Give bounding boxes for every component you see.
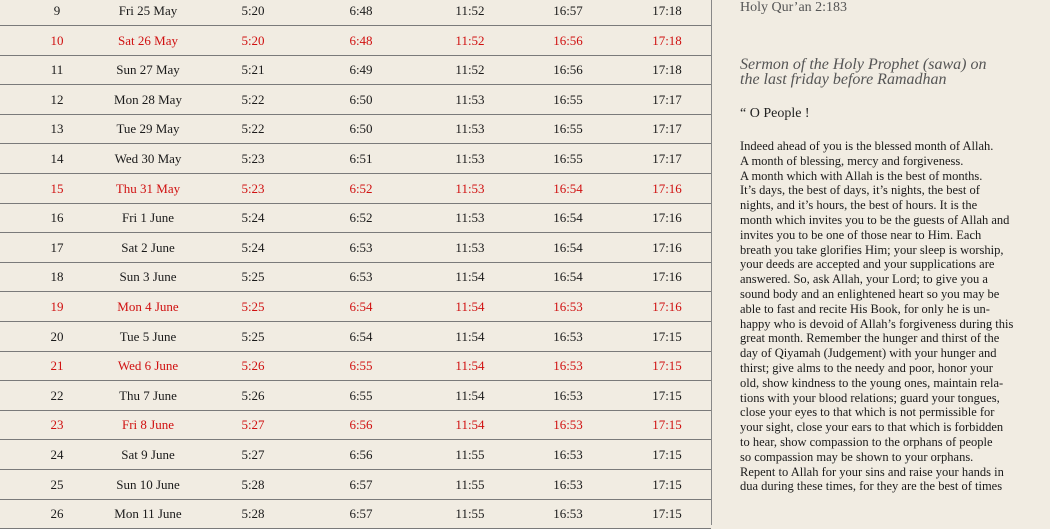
day-number-cell: 22: [50, 387, 64, 403]
day-number-cell: 15: [50, 180, 64, 196]
time-col-2-cell: 6:54: [349, 328, 373, 344]
time-col-2-cell: 6:52: [349, 210, 373, 226]
sermon-line: thirst; give alms to the needy and poor, honor your: [740, 360, 993, 375]
time-col-4-cell: 16:54: [553, 269, 583, 285]
date-cell: Fri 1 June: [122, 210, 174, 226]
table-row: [0, 410, 711, 440]
time-col-3-cell: 11:54: [455, 417, 485, 433]
date-cell: Fri 25 May: [118, 3, 178, 18]
table-row: [0, 381, 711, 411]
date-cell: Tue 29 May: [116, 121, 180, 137]
day-number-cell: 20: [50, 328, 64, 344]
time-col-3-cell: 11:53: [455, 91, 485, 107]
time-col-3-cell: 11:52: [455, 62, 485, 78]
sermon-title-line: the last friday before Ramadhan: [740, 71, 947, 88]
sermon-line: month which invites you to be the guests of Allah and: [740, 212, 1010, 227]
day-number-cell: 26: [50, 506, 64, 522]
time-col-2-cell: 6:54: [349, 299, 373, 314]
sermon-line: so compassion may be shown to your orphans.: [740, 449, 974, 464]
time-col-4-cell: 16:54: [553, 180, 583, 196]
table-row: [0, 262, 711, 292]
time-col-4-cell: 16:55: [553, 121, 583, 137]
sermon-body: [740, 139, 1032, 494]
time-col-5-cell: 17:15: [652, 387, 682, 403]
table-row: [0, 470, 711, 500]
day-number-cell: 19: [50, 299, 64, 314]
time-col-5-cell: 17:17: [652, 91, 682, 107]
time-col-4-cell: 16:53: [553, 387, 583, 403]
time-col-3-cell: 11:53: [455, 180, 485, 196]
table-row: [0, 203, 711, 233]
sermon-line: Repent to Allah for your sins and raise your hands in: [740, 464, 1004, 479]
time-col-5-cell: 17:16: [652, 299, 682, 314]
time-col-5-cell: 17:18: [652, 62, 682, 78]
quran-reference: Holy Qur’an 2:183: [740, 0, 848, 15]
time-col-5-cell: 17:15: [652, 506, 682, 522]
day-number-cell: 12: [50, 91, 64, 107]
time-col-2-cell: 6:50: [349, 121, 373, 137]
sermon-greeting: “ O People !: [740, 106, 810, 121]
time-col-2-cell: 6:53: [349, 239, 373, 255]
time-col-3-cell: 11:54: [455, 358, 485, 374]
time-col-1-cell: 5:28: [241, 476, 265, 492]
table-row: [0, 233, 711, 263]
date-cell: Mon 11 June: [114, 506, 182, 522]
time-col-4-cell: 16:53: [553, 358, 583, 374]
time-col-2-cell: 6:57: [349, 506, 373, 522]
time-col-1-cell: 5:22: [241, 91, 265, 107]
time-col-3-cell: 11:54: [455, 269, 485, 285]
sermon-line: A month which with Allah is the best of months.: [740, 168, 983, 183]
time-col-2-cell: 6:49: [349, 62, 373, 78]
time-col-4-cell: 16:57: [553, 3, 583, 18]
time-col-1-cell: 5:23: [241, 151, 265, 166]
sermon-line: to hear, show compassion to the orphans of people: [740, 434, 993, 449]
day-number-cell: 17: [50, 239, 64, 255]
time-col-2-cell: 6:56: [349, 447, 373, 462]
time-col-5-cell: 17:16: [652, 180, 682, 196]
sermon-line: close your eyes to that which is not permissible for: [740, 405, 995, 420]
sermon-line: dua during these times, for they are the best of times: [740, 479, 1003, 494]
sermon-line: tions with your blood relations; guard your tongues,: [740, 390, 1000, 405]
time-col-3-cell: 11:54: [455, 387, 485, 403]
time-col-2-cell: 6:50: [349, 91, 373, 107]
time-col-3-cell: 11:53: [455, 151, 485, 166]
time-col-4-cell: 16:53: [553, 328, 583, 344]
table-row: [0, 0, 711, 26]
date-cell: Sat 26 May: [118, 32, 178, 48]
table-row: [0, 292, 711, 322]
time-col-3-cell: 11:54: [455, 328, 485, 344]
sermon-line: your sight, close your ears to that which is forbidden: [740, 420, 1004, 435]
date-cell: Sun 27 May: [116, 62, 180, 78]
time-col-1-cell: 5:20: [241, 32, 265, 48]
sermon-line: old, show kindness to the young ones, maintain rela-: [740, 375, 1004, 390]
time-col-5-cell: 17:15: [652, 476, 682, 492]
time-col-1-cell: 5:21: [241, 62, 265, 78]
time-col-3-cell: 11:52: [455, 3, 485, 18]
time-col-4-cell: 16:54: [553, 210, 583, 226]
table-row: [0, 85, 711, 115]
time-col-2-cell: 6:48: [349, 32, 373, 48]
sermon-line: day of Qiyamah (Judgement) with your hunger and: [740, 346, 997, 361]
time-col-3-cell: 11:55: [455, 506, 485, 522]
sermon-line: sound body and an enlightened heart so you may be: [740, 286, 1000, 301]
time-col-2-cell: 6:55: [349, 358, 373, 374]
day-number-cell: 11: [50, 62, 64, 78]
time-col-5-cell: 17:15: [652, 358, 682, 374]
time-col-2-cell: 6:48: [349, 3, 373, 18]
time-col-5-cell: 17:15: [652, 447, 682, 462]
table-row: [0, 144, 711, 174]
day-number-cell: 21: [50, 358, 64, 374]
sermon-line: great month. Remember the hunger and thirst of the: [740, 331, 1000, 346]
time-col-1-cell: 5:26: [241, 358, 265, 374]
table-row: [0, 26, 711, 56]
sermon-line: happy who is devoid of Allah’s forgiveness during this: [740, 316, 1014, 331]
day-number-cell: 13: [50, 121, 64, 137]
table-row: [0, 351, 711, 381]
time-col-2-cell: 6:51: [349, 151, 373, 166]
time-col-1-cell: 5:24: [241, 210, 265, 226]
day-number-cell: 23: [50, 417, 64, 433]
time-col-3-cell: 11:53: [455, 121, 485, 137]
date-cell: Sun 10 June: [116, 476, 180, 492]
time-col-2-cell: 6:57: [349, 476, 373, 492]
time-col-4-cell: 16:56: [553, 32, 583, 48]
time-col-5-cell: 17:16: [652, 210, 682, 226]
time-col-3-cell: 11:54: [455, 299, 485, 314]
table-row: [0, 322, 711, 352]
time-col-4-cell: 16:53: [553, 506, 583, 522]
time-col-2-cell: 6:56: [349, 417, 373, 433]
time-col-4-cell: 16:53: [553, 447, 583, 462]
day-number-cell: 14: [50, 151, 64, 166]
time-col-3-cell: 11:53: [455, 210, 485, 226]
day-number-cell: 16: [50, 210, 64, 226]
table-row: [0, 174, 711, 204]
sermon-line: A month of blessing, mercy and forgiveness.: [740, 153, 964, 168]
time-col-1-cell: 5:20: [241, 3, 265, 18]
time-col-1-cell: 5:25: [241, 328, 265, 344]
time-col-5-cell: 17:18: [652, 32, 682, 48]
sermon-line: answered. So, ask Allah, your Lord; to give you a: [740, 272, 988, 287]
table-row: [0, 440, 711, 470]
table-row: [0, 55, 711, 85]
sermon-line: It’s days, the best of days, it’s nights, the best of: [740, 183, 980, 198]
sermon-line: nights, and it’s hours, the best of hours. It is the: [740, 198, 978, 213]
time-col-5-cell: 17:17: [652, 121, 682, 137]
date-cell: Tue 5 June: [119, 328, 177, 344]
time-col-5-cell: 17:15: [652, 328, 682, 344]
time-col-3-cell: 11:52: [455, 32, 485, 48]
day-number-cell: 18: [50, 269, 64, 285]
date-cell: Fri 8 June: [122, 417, 174, 433]
time-col-2-cell: 6:53: [349, 269, 373, 285]
table-row: [0, 114, 711, 144]
date-cell: Sat 9 June: [121, 447, 175, 462]
time-col-1-cell: 5:28: [241, 506, 265, 522]
time-col-1-cell: 5:24: [241, 239, 265, 255]
day-number-cell: 24: [50, 447, 64, 462]
day-number-cell: 25: [50, 476, 64, 492]
time-col-1-cell: 5:26: [241, 387, 265, 403]
time-col-1-cell: 5:25: [241, 269, 265, 285]
time-col-2-cell: 6:52: [349, 180, 373, 196]
time-col-1-cell: 5:27: [241, 447, 265, 462]
date-cell: Sun 3 June: [119, 269, 177, 285]
time-col-5-cell: 17:16: [652, 239, 682, 255]
date-cell: Thu 31 May: [115, 180, 181, 196]
sermon-title: [740, 57, 1040, 87]
date-cell: Mon 4 June: [117, 299, 179, 314]
time-col-2-cell: 6:55: [349, 387, 373, 403]
time-col-3-cell: 11:53: [455, 239, 485, 255]
time-col-1-cell: 5:27: [241, 417, 265, 433]
time-col-5-cell: 17:15: [652, 417, 682, 433]
sermon-line: Indeed ahead of you is the blessed month of Allah.: [740, 139, 994, 153]
date-cell: Thu 7 June: [119, 387, 177, 403]
time-col-4-cell: 16:53: [553, 299, 583, 314]
sermon-panel: [740, 0, 1040, 525]
sermon-line: able to fast and recite His Book, for only he is un-: [740, 301, 990, 316]
time-col-4-cell: 16:55: [553, 151, 583, 166]
time-col-3-cell: 11:55: [455, 476, 485, 492]
time-col-1-cell: 5:23: [241, 180, 265, 196]
time-col-4-cell: 16:53: [553, 417, 583, 433]
time-col-1-cell: 5:22: [241, 121, 265, 137]
time-col-4-cell: 16:54: [553, 239, 583, 255]
time-col-5-cell: 17:16: [652, 269, 682, 285]
time-col-1-cell: 5:25: [241, 299, 265, 314]
date-cell: Sat 2 June: [121, 239, 175, 255]
day-number-cell: 9: [53, 3, 61, 18]
time-col-3-cell: 11:55: [455, 447, 485, 462]
date-cell: Wed 6 June: [117, 358, 179, 374]
date-cell: Wed 30 May: [114, 151, 182, 166]
time-col-4-cell: 16:56: [553, 62, 583, 78]
date-cell: Mon 28 May: [114, 91, 182, 107]
day-number-cell: 10: [50, 32, 64, 48]
sermon-line: your deeds are accepted and your supplications are: [740, 257, 995, 272]
sermon-title-line: Sermon of the Holy Prophet (sawa) on: [740, 56, 987, 73]
sermon-line: breath you take glorifies Him; your sleep is worship,: [740, 242, 1004, 257]
time-col-4-cell: 16:55: [553, 91, 583, 107]
time-col-4-cell: 16:53: [553, 476, 583, 492]
sermon-line: invites you to be one of those near to Him. Each: [740, 227, 982, 242]
time-col-5-cell: 17:18: [652, 3, 682, 18]
time-col-5-cell: 17:17: [652, 151, 682, 166]
